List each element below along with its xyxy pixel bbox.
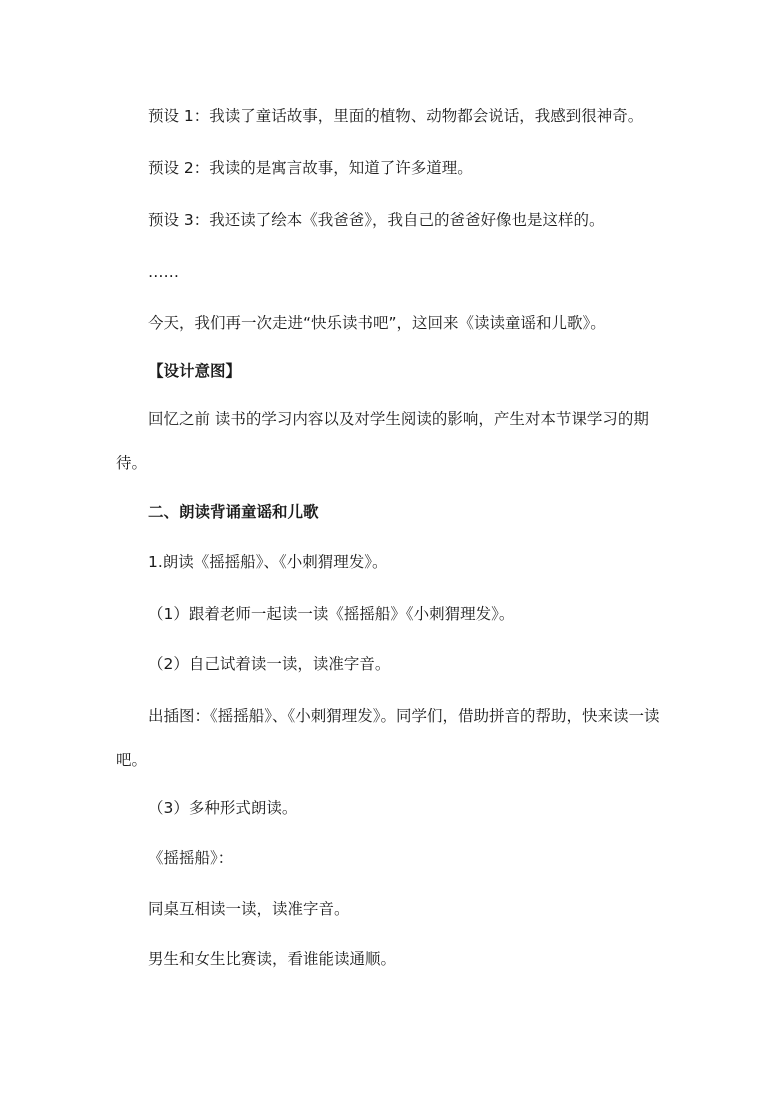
paragraph-illustration: 出插图：《摇摇船》、《小刺猬理发》。同学们，借助拼音的帮助，快来读一读吧。: [116, 707, 660, 769]
paragraph-preset-2: 预设 2：我读的是寓言故事，知道了许多道理。: [148, 159, 473, 177]
paragraph-preset-3: 预设 3：我还读了绘本《我爸爸》，我自己的爸爸好像也是这样的。: [148, 211, 605, 229]
paragraph-substep-3: （3）多种形式朗读。: [148, 799, 298, 817]
paragraph-deskmate: 同桌互相读一读，读准字音。: [148, 900, 350, 918]
paragraph-substep-1: （1）跟着老师一起读一读《摇摇船》《小刺猬理发》。: [148, 605, 515, 623]
section-heading-2: 二、朗读背诵童谣和儿歌: [148, 503, 319, 521]
heading-design-intent: 【设计意图】: [148, 362, 242, 380]
paragraph-poem-title: 《摇摇船》：: [148, 849, 234, 867]
paragraph-boys-girls: 男生和女生比赛读，看谁能读通顺。: [148, 950, 397, 968]
paragraph-step-1: 1.朗读《摇摇船》、《小刺猬理发》。: [148, 553, 388, 571]
paragraph-preset-1: 预设 1：我读了童话故事，里面的植物、动物都会说话，我感到很神奇。: [148, 107, 644, 125]
paragraph-today: 今天，我们再一次走进“快乐读书吧”，这回来《读读童谣和儿歌》。: [148, 314, 606, 332]
paragraph-substep-2: （2）自己试着读一读，读准字音。: [148, 655, 391, 673]
paragraph-ellipsis: ……: [148, 263, 179, 281]
paragraph-design-intent: 回忆之前 读书的学习内容以及对学生阅读的影响，产生对本节课学习的期待。: [116, 410, 649, 472]
